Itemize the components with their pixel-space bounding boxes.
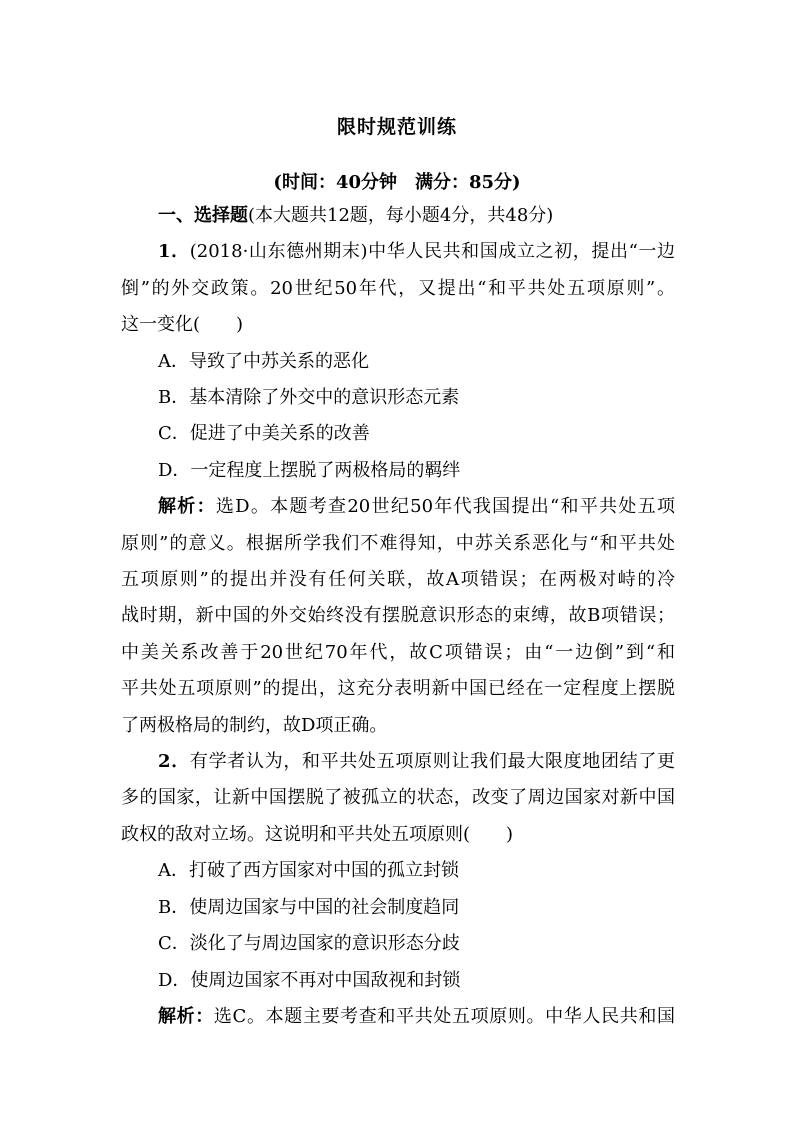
question-2-text-1: 有学者认为，和平共处五项原则让我们最大限度地团结了更 <box>189 751 676 772</box>
question-1-analysis-line-5: 中美关系改善于20世纪70年代，故C项错误；由“一边倒”到“和 <box>121 642 675 663</box>
question-1-analysis-line-7: 了两极格局的制约，故D项正确。 <box>121 715 388 736</box>
section-heading: 一、选择题 <box>158 205 248 226</box>
question-2-analysis-text-1: 选C。本题主要考查和平共处五项原则。中华人民共和国 <box>213 1006 675 1027</box>
question-2-analysis-line-1 <box>158 1005 675 1029</box>
question-2-line-1 <box>158 750 675 774</box>
question-1-analysis-text-1: 选D。本题考查20世纪50年代我国提出“和平共处五项 <box>215 496 675 517</box>
page-title: 限时规范训练 <box>336 116 457 138</box>
question-1-option-c: C．促进了中美关系的改善 <box>158 423 370 444</box>
question-1-analysis-line-2: 原则”的意义。根据所学我们不难得知，中苏关系恶化与“和平共处 <box>121 533 675 554</box>
section-note: (本大题共12题，每小题4分，共48分) <box>248 205 554 226</box>
question-1-number: 1． <box>158 241 190 262</box>
question-2-option-d: D．使周边国家不再对中国敌视和封锁 <box>158 970 461 991</box>
question-2-line-3: 政权的敌对立场。这说明和平共处五项原则( ) <box>121 824 514 845</box>
question-1-line-3: 这一变化( ) <box>121 314 244 335</box>
question-1-option-a: A．导致了中苏关系的恶化 <box>158 351 369 372</box>
time-score-info: (时间：40分钟 满分：85分) <box>273 172 521 193</box>
question-1-analysis-line-1 <box>158 495 675 519</box>
question-1-analysis-line-4: 战时期，新中国的外交始终没有摆脱意识形态的束缚，故B项错误； <box>121 605 675 626</box>
question-1-analysis-line-6: 平共处五项原则”的提出，这充分表明新中国已经在一定程度上摆脱 <box>121 678 675 699</box>
section-heading-row <box>158 204 553 228</box>
question-2-line-2: 多的国家，让新中国摆脱了被孤立的状态，改变了周边国家对新中国 <box>121 787 675 808</box>
question-1-analysis-label: 解析： <box>158 496 216 517</box>
question-1-analysis-line-3: 五项原则”的提出并没有任何关联，故A项错误；在两极对峙的冷 <box>121 569 675 590</box>
question-1-line-1 <box>158 240 675 264</box>
question-2-option-a: A．打破了西方国家对中国的孤立封锁 <box>158 860 459 881</box>
question-2-option-c: C．淡化了与周边国家的意识形态分歧 <box>158 933 460 954</box>
question-1-option-d: D．一定程度上摆脱了两极格局的羁绊 <box>158 460 461 481</box>
question-1-text-1: (2018·山东德州期末)中华人民共和国成立之初，提出“一边 <box>189 241 675 262</box>
question-2-analysis-label: 解析： <box>158 1006 214 1027</box>
question-1-option-b: B．基本清除了外交中的意识形态元素 <box>158 387 460 408</box>
question-1-line-2: 倒”的外交政策。20世纪50年代，又提出“和平共处五项原则”。 <box>121 278 675 299</box>
question-2-number: 2． <box>158 751 190 772</box>
question-2-option-b: B．使周边国家与中国的社会制度趋同 <box>158 897 460 918</box>
